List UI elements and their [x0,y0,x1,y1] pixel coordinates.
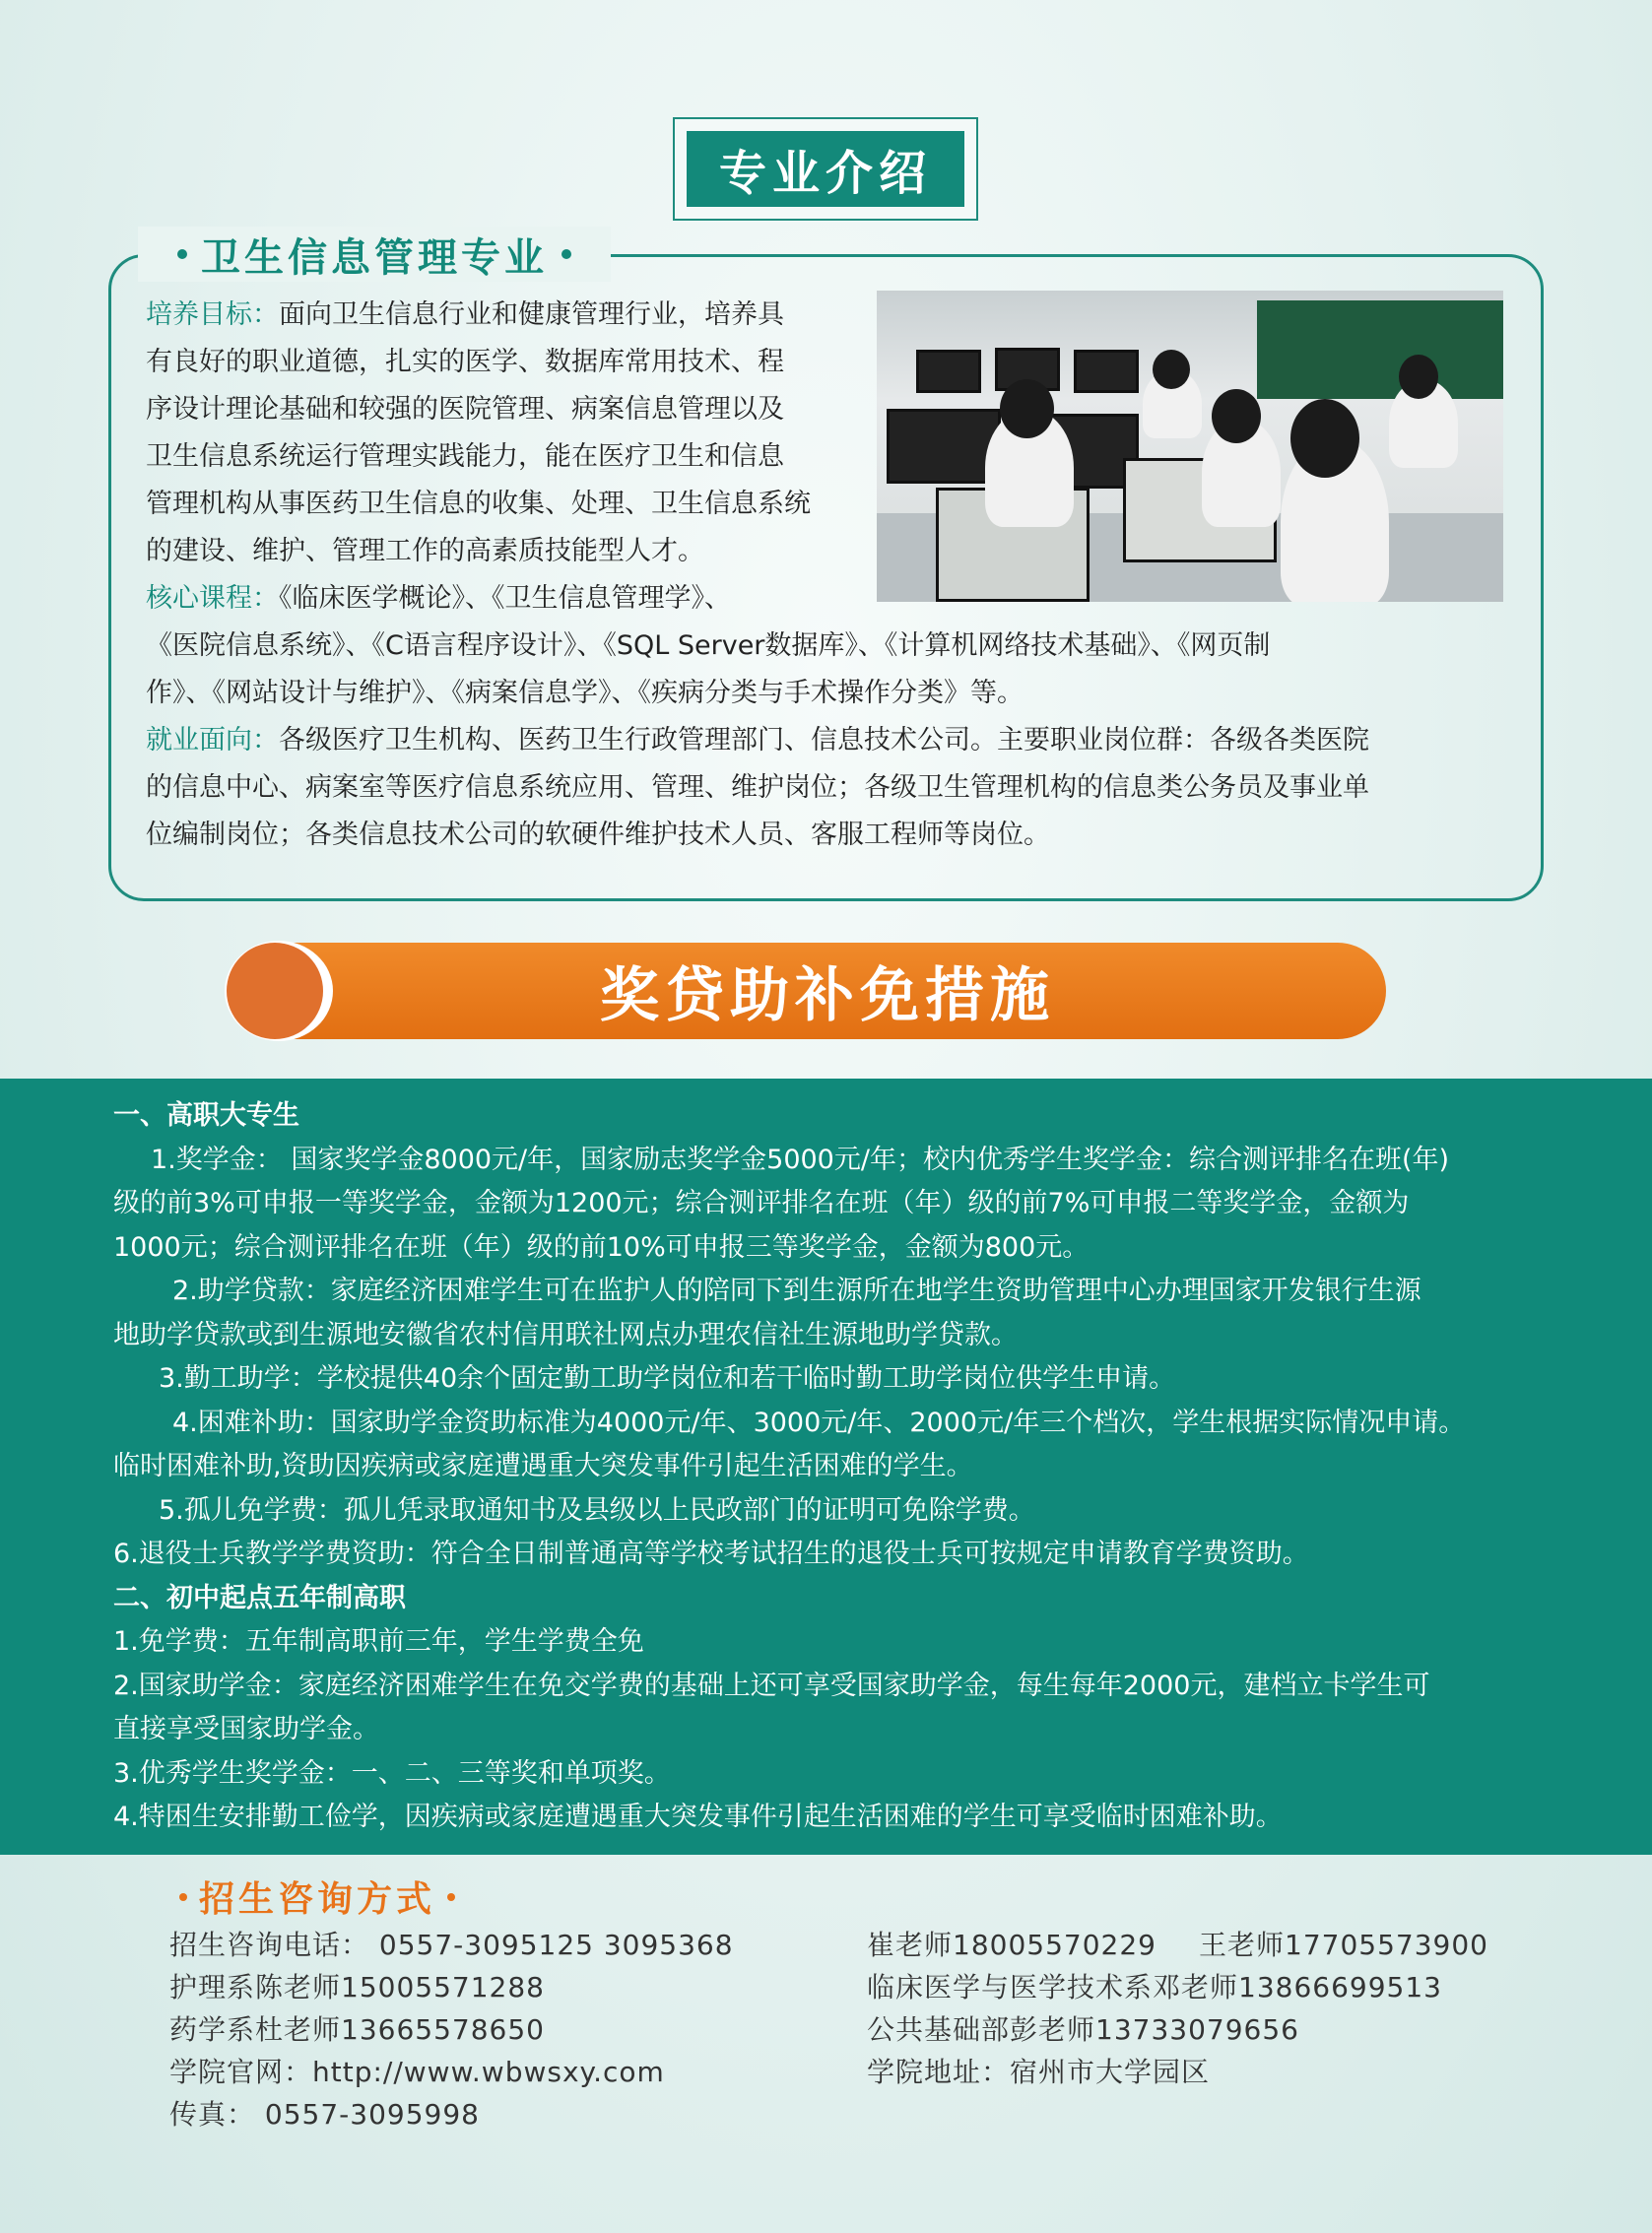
aid-text: 一、高职大专生 1.奖学金： 国家奖学金8000元/年，国家励志奖学金5000元/年；校内优秀学生奖学金：综合测评排名在班(年) 级的前3%可申报一等奖学金，金额为1200元；综合测评排名在班（年）级的前7%可申报二等奖学金，金额为 1000元；综合测评排名在班（年）级的前10%可申报三等奖学金，金额为800元。 2.助学贷款：家庭经济困难学生可在监护人的陪同下到生源所在地学生资助管理中心办理国家开发银行生源 地助学贷款或到生源地安徽省农村信用联社网点办理农信社生源地助学贷款。 3.勤工助学：学校提供40余个固定勤工助学岗位和若干临时勤工助学岗位供学生申请。 4.困难补助：国家助学金资助标准为4000元/年、3000元/年、2000元/年三个档次，学生根据实际情况申请。 临时困难补助,资助因疾病或家庭遭遇重大突发事件引起生活困难的学生。 5.孤儿免学费：孤儿凭录取通知书及县级以上民政部门的证明可免除学费。 6.退役士兵教学学费资助：符合全日制普通高等学校考试招生的退役士兵可按规定申请教育学费资助。 二、初中起点五年制高职 1.免学费：五年制高职前三年，学生学费全免 2.国家助学金：家庭经济困难学生在免交学费的基础上还可享受国家助学金，每生每年2000元，建档立卡学生可 直接享受国家助学金。 3.优秀学生奖学金：一、二、三等奖和单项奖。 4.特困生安排勤工俭学，因疾病或家庭遭遇重大突发事件引起生活困难的学生可享受临时困难补助。 [113,1094,1571,1840]
core-label: 核心课程： [146,583,279,614]
section-title: 专业介绍 [687,131,964,207]
contact-right: 崔老师18005570229 王老师17705573900 临床医学与医学技术系邓老师13866699513 公共基础部彭老师13733079656 学院地址：宿州市大学园区 [867,1924,1488,2093]
aid-heading-1: 一、高职大专生 [113,1100,299,1131]
bullet-dot-icon [177,249,187,259]
goal-label: 培养目标： [146,299,279,330]
section-title-box [673,117,978,221]
contact-phone: 招生咨询电话： 0557-3095125 3095368 [169,1929,734,1961]
core-courses: 《医院信息系统》、《C语言程序设计》、《SQL Server数据库》、《计算机网络技术基础》、《网页制 作》、《网站设计与维护》、《病案信息学》、《疾病分类与手术操作分类》等。 就业面向：各级医疗卫生机构、医药卫生行政管理部门、信息技术公司。主要职业岗位群：各级各类医院 的信息中心、病案室等医疗信息系统应用、管理、维护岗位；各级卫生管理机构的信息类公务员及事业单 位编制岗位；各类信息技术公司的软硬件维护技术人员、客服工程师等岗位。 [146,630,1369,850]
bullet-dot-icon [447,1893,455,1901]
bullet-dot-icon [562,249,571,259]
website-link[interactable]: 学院官网：http://www.wbwsxy.com [169,2056,665,2088]
contact-left: 招生咨询电话： 0557-3095125 3095368 护理系陈老师15005571288 药学系杜老师13665578650 学院官网：http://www.wbwsxy.com 传真： 0557-3095998 [169,1924,734,2135]
training-goal: 培养目标：面向卫生信息行业和健康管理行业，培养具 有良好的职业道德，扎实的医学、数据库常用技术、程 序设计理论基础和较强的医院管理、病案信息管理以及 卫生信息系统运行管理实践能力，能在医疗卫生和信息 管理机构从事医药卫生信息的收集、处理、卫生信息系统 的建设、维护、管理工作的高素质技能型人才。 核心课程：《临床医学概论》、《卫生信息管理学》、 [146,299,811,614]
classroom-photo [877,291,1503,602]
major-heading [138,227,611,282]
bullet-dot-icon [179,1893,187,1901]
fax: 传真： 0557-3095998 [169,2098,480,2131]
banner-title: 奖贷助补免措施 [600,961,1055,1030]
major-name: 卫生信息管理专业 [201,234,548,281]
aid-heading-2: 二、初中起点五年制高职 [113,1582,406,1613]
college-address: 学院地址：宿州市大学园区 [867,2056,1211,2088]
contact-heading: 招生咨询方式 [167,1872,467,1922]
banner-circle-icon [227,943,323,1039]
career-label: 就业面向： [146,725,279,755]
blackboard [1257,300,1503,399]
